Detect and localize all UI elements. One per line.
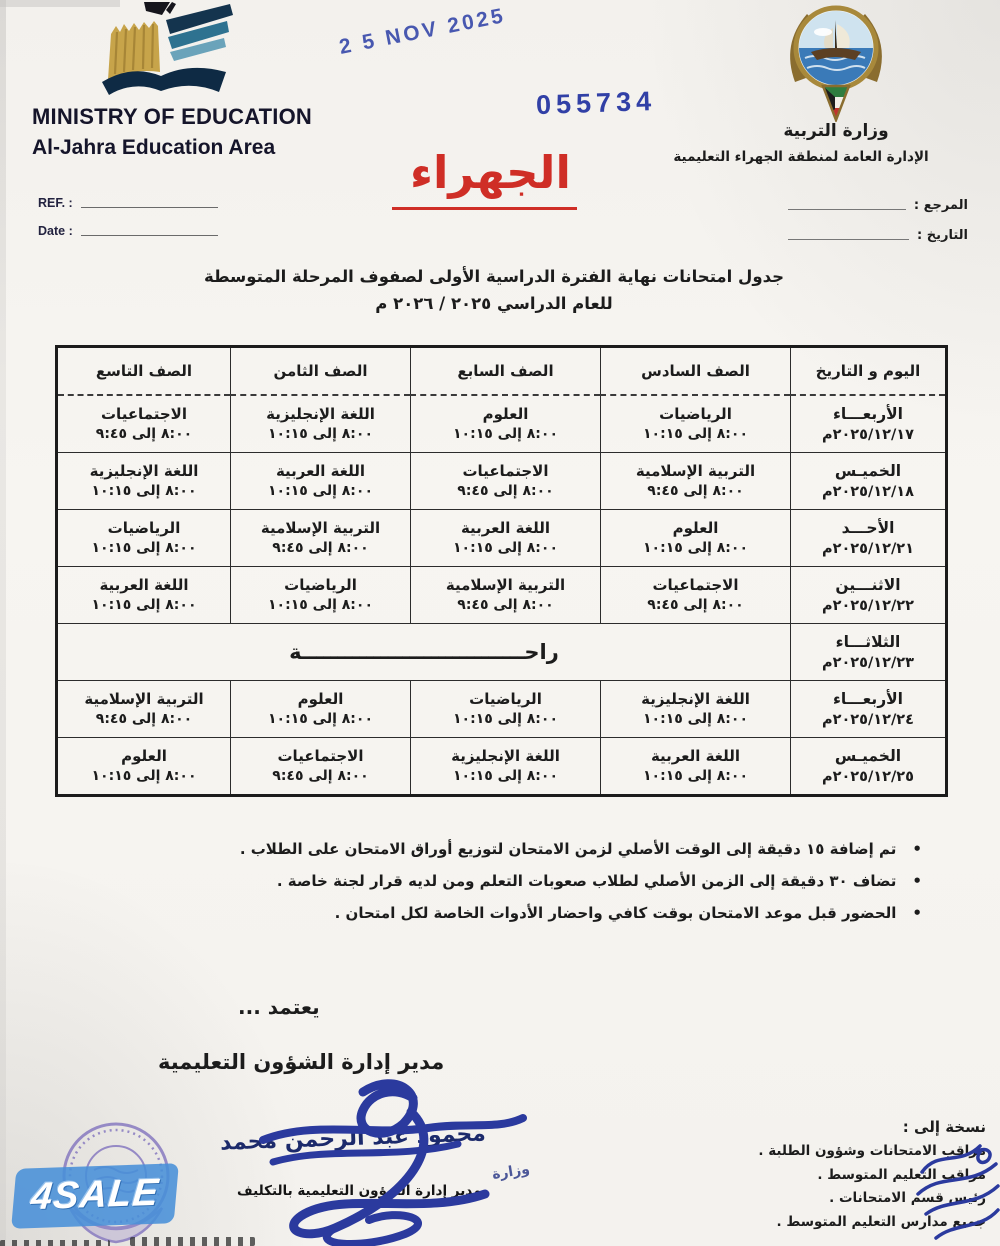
exam-subject: اللغة العربية <box>99 576 189 594</box>
received-date-stamp: 2 5 NOV 2025 <box>337 4 508 59</box>
exam-cell <box>601 567 791 624</box>
exam-cell <box>57 738 231 796</box>
day-name: الأربعـــاء <box>833 689 903 708</box>
date-blank-line <box>81 223 218 236</box>
date-row-en <box>38 223 218 238</box>
table-row <box>57 453 947 510</box>
exam-cell <box>601 453 791 510</box>
serial-number-stamp: 055734 <box>535 85 657 121</box>
table-row <box>57 567 947 624</box>
exam-time: ٨:٠٠ إلى ٩:٤٥ <box>95 426 193 442</box>
exam-cell <box>411 567 601 624</box>
table-header-row <box>57 347 947 396</box>
exam-subject: اللغة العربية <box>650 747 741 765</box>
exam-time: ٨:٠٠ إلى ١٠:١٥ <box>268 426 373 442</box>
notes-list <box>239 839 922 935</box>
note-item: • تم إضافة ١٥ دقيقة إلى الوقت الأصلي لزمن الامتحان لتوزيع أوراق الامتحان على الطلاب . <box>342 839 922 859</box>
exam-time: ٨:٠٠ إلى ١٠:١٥ <box>643 711 748 727</box>
day-date: ٢٠٢٥/١٢/٢١م <box>821 540 915 557</box>
exam-cell <box>57 681 231 738</box>
day-name: الأحـــد <box>841 518 895 537</box>
day-date: ٢٠٢٥/١٢/٢٢م <box>821 597 915 614</box>
exam-subject: العلوم <box>672 519 719 537</box>
day-date-cell <box>791 395 947 453</box>
kuwait-emblem-icon <box>779 2 893 122</box>
approval-label: يعتمد ... <box>238 995 320 1019</box>
exam-cell <box>601 395 791 453</box>
exam-cell <box>57 510 231 567</box>
exam-time: ٨:٠٠ إلى ١٠:١٥ <box>453 540 558 556</box>
day-name: الخميـس <box>834 746 902 765</box>
copy-recipient: جميع مدارس التعليم المتوسط . <box>776 1213 986 1230</box>
exam-schedule-table <box>55 345 948 797</box>
day-date-cell <box>791 624 947 681</box>
exam-cell <box>601 738 791 796</box>
exam-time: ٨:٠٠ إلى ٩:٤٥ <box>95 711 193 727</box>
ref-label-en: REF. : <box>38 196 73 210</box>
exam-subject: العلوم <box>482 405 529 423</box>
exam-subject: التربية الإسلامية <box>260 519 381 537</box>
exam-subject: اللغة الإنجليزية <box>641 690 750 708</box>
scan-edge-artifact <box>0 0 6 1246</box>
note-item: • تضاف ٣٠ دقيقة إلى الزمن الأصلي لطلاب صعوبات التعلم ومن لديه قرار لجنة خاصة . <box>342 871 922 891</box>
exam-time: ٨:٠٠ إلى ١٠:١٥ <box>268 711 373 727</box>
exam-time: ٨:٠٠ إلى ١٠:١٥ <box>453 426 558 442</box>
ministry-name-ar: وزارة التربية <box>783 121 889 141</box>
date-label-ar: التاريخ : <box>917 228 968 243</box>
copies-heading: نسخة إلى : <box>902 1118 986 1136</box>
ref-row-ar <box>788 197 968 213</box>
ministry-book-logo-icon <box>86 2 238 102</box>
secondary-signature-scribble <box>916 1138 1000 1246</box>
cut-off-text-artifact <box>0 1240 110 1246</box>
table-row <box>57 681 947 738</box>
signature-scribble <box>213 1078 543 1246</box>
exam-time: ٨:٠٠ إلى ١٠:١٥ <box>643 540 748 556</box>
exam-cell <box>601 510 791 567</box>
exam-subject: اللغة الإنجليزية <box>266 405 375 423</box>
cut-off-text-artifact <box>130 1237 255 1246</box>
exam-time: ٨:٠٠ إلى ١٠:١٥ <box>91 597 197 613</box>
exam-cell <box>231 395 411 453</box>
exam-subject: التربية الإسلامية <box>445 576 566 594</box>
ref-label-ar: المرجع : <box>913 198 968 213</box>
area-name-red-handwriting: الجهراء <box>392 146 577 210</box>
exam-time: ٨:٠٠ إلى ١٠:١٥ <box>91 483 197 499</box>
exam-cell <box>411 395 601 453</box>
day-date-cell <box>791 453 947 510</box>
copy-recipient: مراقب الامتحانات وشؤون الطلبة . <box>758 1143 986 1159</box>
copy-recipient: مراقب التعليم المتوسط . <box>817 1166 986 1183</box>
exam-cell <box>57 395 231 453</box>
exam-time: ٨:٠٠ إلى ١٠:١٥ <box>453 711 558 727</box>
exam-subject: اللغة الإنجليزية <box>451 747 560 765</box>
exam-subject: الاجتماعيات <box>652 576 739 594</box>
exam-cell <box>231 453 411 510</box>
date-blank-line-ar <box>788 227 909 240</box>
exam-time: ٨:٠٠ إلى ١٠:١٥ <box>268 597 373 613</box>
col-header-grade8: الصف الثامن <box>231 347 411 396</box>
signer-printed-name: محمود عبد الرحمن محمد <box>219 1121 487 1156</box>
exam-cell <box>411 681 601 738</box>
exam-subject: الاجتماعيات <box>100 405 187 423</box>
day-date-cell <box>791 738 947 796</box>
rest-day-row <box>57 624 947 681</box>
ref-blank-line <box>81 195 218 208</box>
table-row <box>57 510 947 567</box>
ministry-name-en: MINISTRY OF EDUCATION <box>32 104 313 129</box>
exam-cell <box>231 681 411 738</box>
day-date-cell <box>791 510 947 567</box>
exam-time: ٨:٠٠ إلى ٩:٤٥ <box>457 597 554 613</box>
exam-time: ٨:٠٠ إلى ١٠:١٥ <box>91 768 197 784</box>
day-date: ٢٠٢٥/١٢/١٧م <box>821 426 915 443</box>
exam-time: ٨:٠٠ إلى ١٠:١٥ <box>268 483 373 499</box>
copy-recipient: رئيس قسم الامتحانات . <box>829 1190 986 1206</box>
document-title-line1: جدول امتحانات نهاية الفترة الدراسية الأولى لصفوف المرحلة المتوسطة <box>203 267 785 286</box>
exam-subject: اللغة العربية <box>460 519 551 537</box>
day-date-cell <box>791 567 947 624</box>
area-name-en: Al-Jahra Education Area <box>32 136 276 159</box>
date-row-ar <box>788 227 968 243</box>
col-header-grade6: الصف السادس <box>601 347 791 396</box>
day-name: الاثنـــين <box>835 575 901 594</box>
exam-cell <box>411 453 601 510</box>
approver-title: مدير إدارة الشؤون التعليمية <box>158 1050 445 1074</box>
note-item: • الحضور قبل موعد الامتحان بوقت كافي واحضار الأدوات الخاصة لكل امتحان . <box>342 903 922 923</box>
exam-subject: الاجتماعيات <box>462 462 549 480</box>
exam-subject: الرياضيات <box>659 405 732 423</box>
exam-cell <box>411 738 601 796</box>
exam-subject: الرياضيات <box>469 690 542 708</box>
exam-cell <box>411 510 601 567</box>
table-row <box>57 395 947 453</box>
exam-time: ٨:٠٠ إلى ٩:٤٥ <box>272 540 369 556</box>
col-header-day-date: اليوم و التاريخ <box>791 347 947 396</box>
day-name: الأربعـــاء <box>833 404 903 423</box>
exam-subject: الرياضيات <box>107 519 181 537</box>
exam-subject: التربية الإسلامية <box>635 462 756 480</box>
4sale-watermark: 4SALE <box>11 1163 179 1229</box>
exam-time: ٨:٠٠ إلى ١٠:١٥ <box>453 768 558 784</box>
stamp-text-fragment: وزارة <box>490 1161 531 1183</box>
exam-cell <box>231 567 411 624</box>
exam-time: ٨:٠٠ إلى ٩:٤٥ <box>457 483 554 499</box>
day-date-cell <box>791 681 947 738</box>
signer-role-title: مدير إدارة الشؤون التعليمية بالتكليف <box>237 1183 482 1199</box>
date-label-en: Date : <box>38 224 73 238</box>
day-date: ٢٠٢٥/١٢/٢٥م <box>821 768 915 785</box>
day-name: الخميـس <box>834 461 902 480</box>
exam-subject: اللغة العربية <box>275 462 366 480</box>
day-date: ٢٠٢٥/١٢/١٨م <box>821 483 915 500</box>
exam-cell <box>57 453 231 510</box>
day-date: ٢٠٢٥/١٢/٢٣م <box>821 654 915 671</box>
day-date: ٢٠٢٥/١٢/٢٤م <box>821 711 915 728</box>
exam-subject: اللغة الإنجليزية <box>89 462 199 480</box>
exam-time: ٨:٠٠ إلى ١٠:١٥ <box>91 540 197 556</box>
exam-time: ٨:٠٠ إلى ١٠:١٥ <box>643 426 748 442</box>
exam-cell <box>57 567 231 624</box>
ref-blank-line-ar <box>788 197 906 210</box>
exam-subject: الاجتماعيات <box>277 747 364 765</box>
exam-time: ٨:٠٠ إلى ١٠:١٥ <box>643 768 748 784</box>
exam-cell <box>231 510 411 567</box>
exam-time: ٨:٠٠ إلى ٩:٤٥ <box>272 768 369 784</box>
table-row <box>57 738 947 796</box>
exam-time: ٨:٠٠ إلى ٩:٤٥ <box>647 483 744 499</box>
exam-cell <box>601 681 791 738</box>
ref-row-en <box>38 195 218 210</box>
exam-subject: العلوم <box>121 747 167 765</box>
exam-time: ٨:٠٠ إلى ٩:٤٥ <box>647 597 744 613</box>
col-header-grade7: الصف السابع <box>411 347 601 396</box>
day-name: الثلاثـــاء <box>835 632 901 651</box>
col-header-grade9: الصف التاسع <box>57 347 231 396</box>
directorate-name-ar: الإدارة العامة لمنطقة الجهراء التعليمية <box>673 149 929 165</box>
exam-cell <box>231 738 411 796</box>
exam-subject: الرياضيات <box>284 576 357 594</box>
rest-day-cell: راحـــــــــــــــــــــــــــــــة <box>57 624 791 681</box>
exam-subject: العلوم <box>297 690 344 708</box>
exam-subject: التربية الإسلامية <box>84 690 204 708</box>
document-title-line2: للعام الدراسي ٢٠٢٥ / ٢٠٢٦ م <box>375 294 613 313</box>
